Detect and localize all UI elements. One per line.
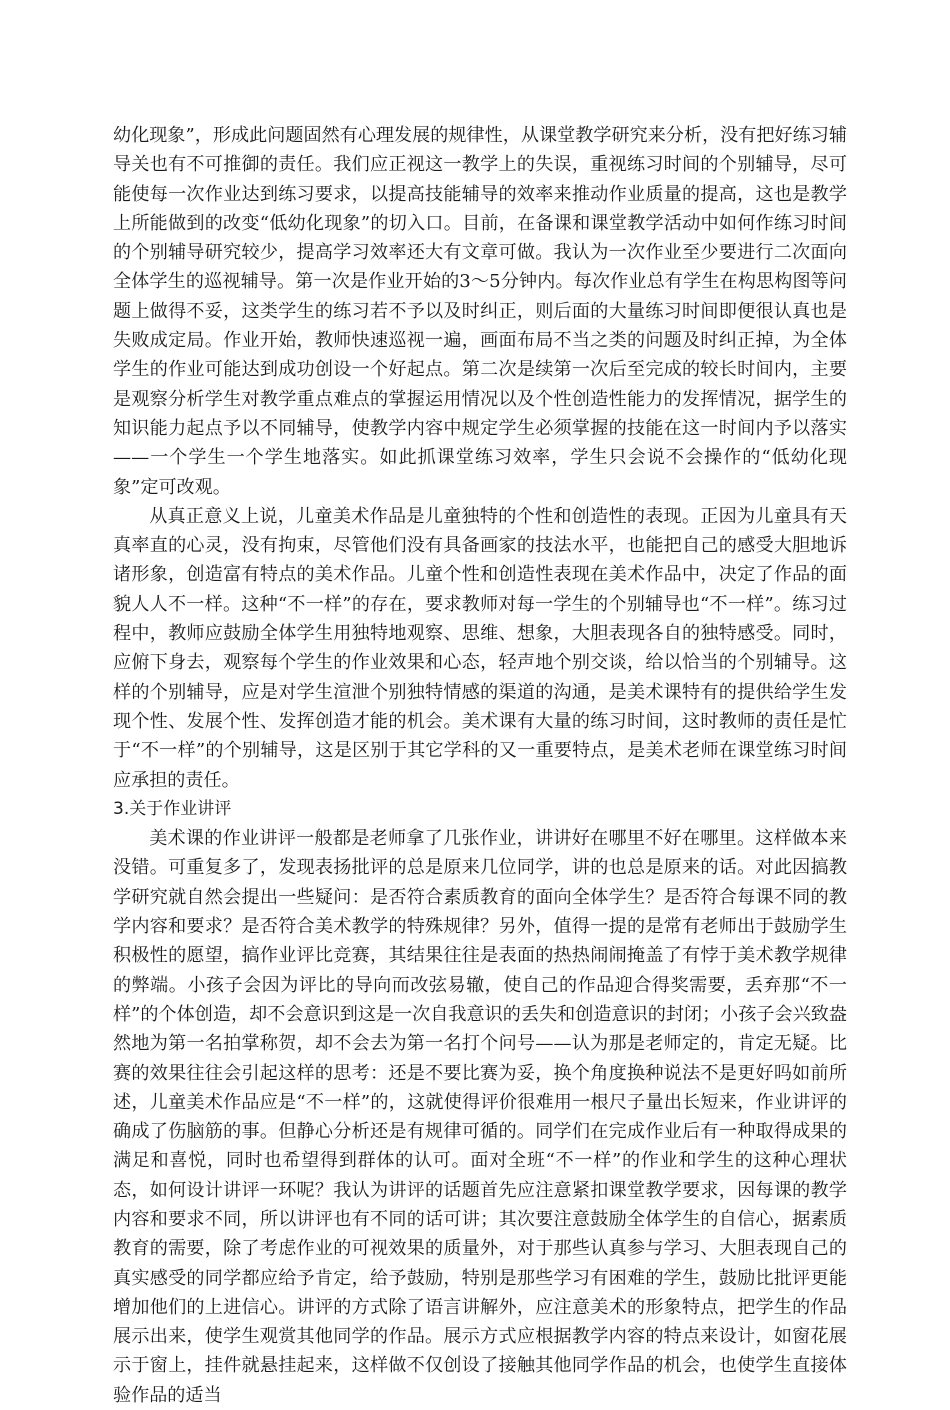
document-page — [113, 121, 847, 1410]
body-paragraph-1: 幼化现象”，形成此问题固然有心理发展的规律性，从课堂教学研究来分析，没有把好练习辅导关也有不可推御的责任。我们应正视这一教学上的失误，重视练习时间的个别辅导，尽可能使每一次作业达到练习要求，以提高技能辅导的效率来推动作业质量的提高，这也是教学上所能做到的改变“低幼化现象”的切入口。目前，在备课和课堂教学活动中如何作练习时间的个别辅导研究较少，提高学习效率还大有文章可做。我认为一次作业至少要进行二次面向全体学生的巡视辅导。第一次是作业开始的3～5分钟内。每次作业总有学生在构思构图等问题上做得不妥，这类学生的练习若不予以及时纠正，则后面的大量练习时间即便很认真也是失败成定局。作业开始，教师快速巡视一遍，画面布局不当之类的问题及时纠正掉，为全体学生的作业可能达到成功创设一个好起点。第二次是续第一次后至完成的较长时间内，主要是观察分析学生对教学重点难点的掌握运用情况以及个性创造性能力的发挥情况，据学生的知识能力起点予以不同辅导，使教学内容中规定学生必须掌握的技能在这一时间内予以落实——一个学生一个学生地落实。如此抓课堂练习效率，学生只会说不会操作的“低幼化现象”定可改观。 — [113, 125, 847, 498]
body-paragraph-3: 美术课的作业讲评一般都是老师拿了几张作业，讲讲好在哪里不好在哪里。这样做本来没错。可重复多了，发现表扬批评的总是原来几位同学，讲的也总是原来的话。对此因搞教学研究就自然会提出一些疑问：是否符合素质教育的面向全体学生？是否符合每课不同的教学内容和要求？是否符合美术教学的特殊规律？另外，值得一提的是常有老师出于鼓励学生积极性的愿望，搞作业评比竞赛，其结果往往是表面的热热闹闹掩盖了有悖于美术教学规律的弊端。小孩子会因为评比的导向而改弦易辙，使自己的作品迎合得奖需要，丢弃那“不一样”的个体创造，却不会意识到这是一次自我意识的丢失和创造意识的封闭；小孩子会兴致盎然地为第一名拍掌称贺，却不会去为第一名打个问号——认为那是老师定的，肯定无疑。比赛的效果往往会引起这样的思考：还是不要比赛为妥，换个角度换种说法不是更好吗如前所述，儿童美术作品应是“不一样”的，这就使得评价很难用一根尺子量出长短来，作业讲评的确成了伤脑筋的事。但静心分析还是有规律可循的。同学们在完成作业后有一种取得成果的满足和喜悦，同时也希望得到群体的认可。面对全班“不一样”的作业和学生的这种心理状态，如何设计讲评一环呢？我认为讲评的话题首先应注意紧扣课堂教学要求，因每课的教学内容和要求不同，所以讲评也有不同的话可讲；其次要注意鼓励全体学生的自信心，据素质教育的需要，除了考虑作业的可视效果的质量外，对于那些认真参与学习、大胆表现自己的真实感受的同学都应给予肯定，给予鼓励，特别是那些学习有困难的学生，鼓励比批评更能增加他们的上进信心。讲评的方式除了语言讲解外，应注意美术的形象特点，把学生的作品展示出来，使学生观赏其他同学的作品。展示方式应根据教学内容的特点来设计，如窗花展示于窗上，挂件就悬挂起来，这样做不仅创设了接触其他同学作品的机会，也使学生直接体验作品的适当 — [113, 828, 847, 1406]
section-heading: 3.关于作业讲评 — [113, 798, 232, 819]
body-paragraph-2: 从真正意义上说，儿童美术作品是儿童独特的个性和创造性的表现。正因为儿童具有天真率直的心灵，没有拘束，尽管他们没有具备画家的技法水平，也能把自己的感受大胆地诉诸形象，创造富有特点的美术作品。儿童个性和创造性表现在美术作品中，决定了作品的面貌人人不一样。这种“不一样”的存在，要求教师对每一学生的个别辅导也“不一样”。练习过程中，教师应鼓励全体学生用独特地观察、思维、想象，大胆表现各自的独特感受。同时，应俯下身去，观察每个学生的作业效果和心态，轻声地个别交谈，给以恰当的个别辅导。这样的个别辅导，应是对学生渲泄个别独特情感的渠道的沟通，是美术课特有的提供给学生发现个性、发展个性、发挥创造才能的机会。美术课有大量的练习时间，这时教师的责任是忙于“不一样”的个别辅导，这是区别于其它学科的又一重要特点，是美术老师在课堂练习时间应承担的责任。 — [113, 505, 847, 791]
